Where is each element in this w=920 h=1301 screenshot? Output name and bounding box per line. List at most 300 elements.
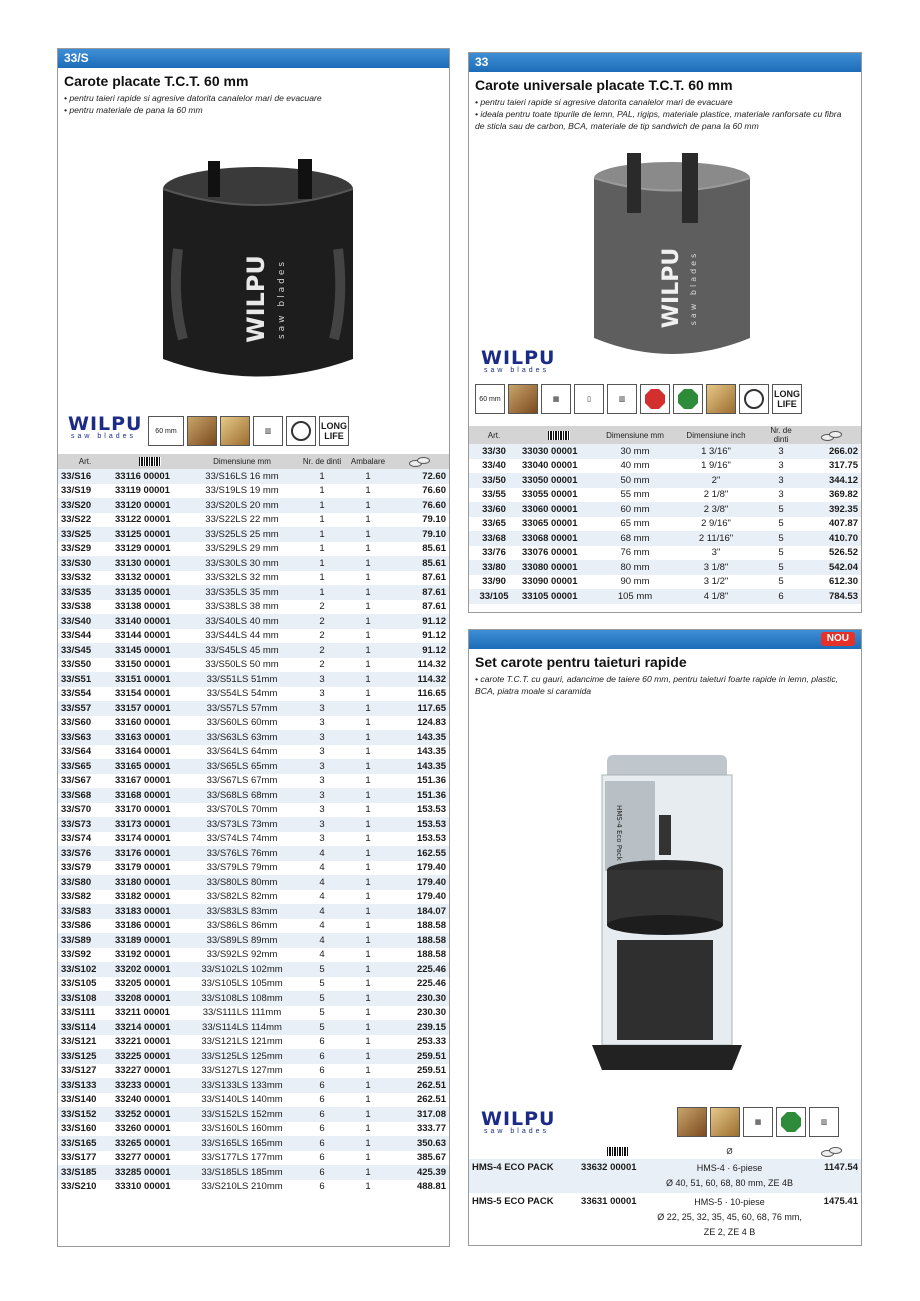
table-cell: 1: [365, 601, 371, 613]
table-cell: 3 1/8": [671, 560, 761, 575]
table-cell: 317.08: [388, 1107, 449, 1122]
table-cell: 33140 00001: [112, 614, 188, 629]
wood-icon: [677, 1107, 707, 1137]
table-cell: 114.32: [388, 672, 449, 687]
table-row: [58, 890, 449, 905]
table-cell: 333.77: [416, 1123, 446, 1135]
table-cell: 91.12: [388, 614, 449, 629]
table-cell: 1: [348, 846, 388, 861]
table-cell: 1: [348, 469, 388, 484]
table-cell: 6: [296, 1078, 348, 1093]
table-cell: 33030 00001: [519, 444, 599, 459]
table-cell: 1: [348, 701, 388, 716]
table-cell: 33285 00001: [112, 1165, 188, 1180]
table-header: [469, 1144, 861, 1159]
table-row: [469, 1159, 861, 1193]
table-cell: 2: [319, 659, 325, 671]
table-cell: 33119 00001: [115, 485, 170, 497]
table-cell: 33/S70: [61, 804, 92, 816]
table-cell: 239.15: [388, 1020, 449, 1035]
table-cell: 1: [296, 527, 348, 542]
table-cell: 392.35: [801, 502, 861, 517]
table-cell: 33/S54LS 54mm: [206, 688, 278, 700]
table-cell: 1: [365, 949, 371, 961]
table-cell: 33/S57LS 57mm: [188, 701, 296, 716]
table-cell: 1: [348, 904, 388, 919]
table-cell: 3: [778, 460, 784, 472]
table-cell: 33150 00001: [115, 659, 171, 671]
table-cell: 1: [348, 1165, 388, 1180]
table-cell: 3: [319, 775, 325, 787]
table-cell: 3: [319, 688, 325, 700]
table-row: [58, 600, 449, 615]
table-header: [58, 454, 449, 469]
table-cell: 33/S102: [58, 962, 112, 977]
table-cell: 33/S67LS 67mm: [206, 775, 278, 787]
table-row: [58, 774, 449, 789]
table-row: [58, 861, 449, 876]
table-cell: 33310 00001: [115, 1181, 171, 1193]
table-cell: 33/S111LS 111mm: [202, 1007, 282, 1019]
table-cell: 425.39: [388, 1165, 449, 1180]
wood-icon: [187, 416, 217, 446]
table-cell: 1: [365, 1036, 371, 1048]
table-cell: 33/S108: [58, 991, 112, 1006]
table-cell: 33180 00001: [112, 875, 188, 890]
pack-price: 1147.54: [802, 1159, 861, 1193]
table-cell: 33/S177LS 177mm: [201, 1152, 283, 1164]
table-cell: 369.82: [828, 489, 858, 501]
table-cell: 1: [365, 485, 371, 497]
table-cell: 1 3/16": [671, 444, 761, 459]
table-cell: 1: [348, 1049, 388, 1064]
table-cell: 33/S160: [61, 1123, 97, 1135]
table-cell: 33/S60LS 60mm: [206, 717, 278, 729]
table-cell: 3: [296, 730, 348, 745]
table-cell: 33/S54: [61, 688, 92, 700]
table-cell: 33/S19: [61, 485, 92, 497]
col-dim: Dimensiune mm: [188, 454, 296, 469]
long-life-icon: LONG LIFE: [319, 416, 349, 446]
table-cell: 33105 00001: [519, 589, 599, 604]
table-cell: 1: [365, 775, 371, 787]
table-cell: 33151 00001: [112, 672, 188, 687]
barcode-icon: [112, 454, 188, 469]
table-row: [58, 919, 449, 934]
table-cell: 33/S92: [61, 949, 92, 961]
composite-icon: [673, 384, 703, 414]
speed-icon: [286, 416, 316, 446]
table-cell: 33/S65: [58, 759, 112, 774]
table-cell: 33/S74: [61, 833, 92, 845]
table-cell: 33/76: [482, 547, 506, 559]
table-cell: 1 9/16": [701, 460, 731, 472]
table-cell: 33/S57: [58, 701, 112, 716]
table-cell: 1: [365, 804, 371, 816]
table-cell: 33/S51LS 51mm: [188, 672, 296, 687]
pack-name: HMS-5 ECO PACK: [472, 1196, 554, 1207]
table-cell: 6: [296, 1107, 348, 1122]
table-row: [469, 459, 861, 474]
table-cell: 33/S82LS 82mm: [206, 891, 278, 903]
table-cell: 33/68: [469, 531, 519, 546]
table-cell: 33/S25: [58, 527, 112, 542]
table-cell: 1: [365, 1007, 371, 1019]
table-cell: 33265 00001: [112, 1136, 188, 1151]
table-cell: 33233 00001: [112, 1078, 188, 1093]
table-cell: 1: [348, 875, 388, 890]
table-cell: 91.12: [388, 643, 449, 658]
pack-name: HMS-4 ECO PACK: [469, 1159, 578, 1193]
table-cell: 33/S38LS 38 mm: [205, 601, 279, 613]
pack-desc: HMS-5 · 10-piese Ø 22, 25, 32, 35, 45, 60, 68, 76 mm, ZE 2, ZE 4 B: [657, 1197, 802, 1237]
table-cell: 3: [296, 817, 348, 832]
col-teeth: Nr. de dinti: [761, 426, 801, 444]
table-cell: 33120 00001: [112, 498, 188, 513]
table-cell: 1: [319, 514, 325, 526]
table-cell: 33182 00001: [115, 891, 171, 903]
table-cell: 4: [319, 862, 325, 874]
door-icon: ▯: [574, 384, 604, 414]
table-cell: 33277 00001: [115, 1152, 171, 1164]
table-cell: 33/S20: [58, 498, 112, 513]
right-bottom-table: [469, 1144, 861, 1242]
table-row: [469, 1193, 861, 1242]
table-row: [469, 575, 861, 590]
table-cell: 5: [778, 547, 784, 559]
table-cell: 1: [348, 817, 388, 832]
table-cell: 33/S44: [61, 630, 92, 642]
bullet: • ideala pentru toate tipurile de lemn, PAL, rigips, materiale plastice, materiale ranforsate cu fibra de sticla sau de carbon, BCA, materiale de tip sandwich de pana la 60 mm: [475, 109, 842, 131]
bullet: • pentru materiale de pana la 60 mm: [64, 105, 203, 115]
table-row: [469, 488, 861, 503]
table-cell: 3: [319, 717, 325, 729]
table-cell: 33179 00001: [115, 862, 171, 874]
table-cell: 33/S35: [58, 585, 112, 600]
table-row: [58, 788, 449, 803]
table-row: [58, 1035, 449, 1050]
table-cell: 33183 00001: [112, 904, 188, 919]
table-cell: 6: [319, 1181, 325, 1193]
product-logo: WILPU: [659, 247, 684, 329]
table-cell: 5: [761, 531, 801, 546]
table-cell: 1: [365, 746, 371, 758]
table-cell: 3: [761, 444, 801, 459]
table-cell: 3: [319, 804, 325, 816]
table-row: [58, 1165, 449, 1180]
table-cell: 33/S140: [61, 1094, 97, 1106]
table-cell: 1: [348, 585, 388, 600]
plastic-pvc-icon: [640, 384, 670, 414]
table-cell: 33/S185: [58, 1165, 112, 1180]
table-cell: 407.87: [828, 518, 858, 530]
table-cell: 33/S92LS 92mm: [206, 949, 278, 961]
table-cell: 1: [348, 759, 388, 774]
table-cell: 33/S32LS 32 mm: [205, 572, 279, 584]
table-cell: 87.61: [422, 601, 446, 613]
table-cell: 33/S133LS 133mm: [188, 1078, 296, 1093]
table-cell: 1: [348, 962, 388, 977]
table-cell: 262.51: [416, 1094, 446, 1106]
table-cell: 33/S185LS 185mm: [188, 1165, 296, 1180]
table-cell: 5: [778, 518, 784, 530]
table-cell: 4: [319, 891, 325, 903]
table-cell: 1: [365, 891, 371, 903]
table-cell: 33240 00001: [115, 1094, 171, 1106]
table-cell: 6: [296, 1165, 348, 1180]
table-cell: 1: [319, 572, 325, 584]
table-cell: 3: [296, 672, 348, 687]
table-cell: 33/S74LS 74mm: [206, 833, 278, 845]
table-row: [58, 832, 449, 847]
table-cell: 542.04: [801, 560, 861, 575]
table-cell: 259.51: [416, 1065, 446, 1077]
table-row: [469, 473, 861, 488]
table-cell: 3: [296, 759, 348, 774]
table-row: [58, 498, 449, 513]
table-cell: 33/S19LS 19 mm: [205, 485, 279, 497]
table-cell: 1: [365, 1065, 371, 1077]
table-cell: 1: [365, 1123, 371, 1135]
table-cell: 40 mm: [620, 460, 650, 472]
table-cell: 33/S38: [61, 601, 92, 613]
table-cell: 344.12: [801, 473, 861, 488]
drywall-icon: ▥: [253, 416, 283, 446]
table-cell: 5: [761, 502, 801, 517]
table-cell: 33/S16LS 16 mm: [188, 469, 296, 484]
table-cell: 4: [319, 949, 325, 961]
table-cell: 33/S64: [61, 746, 92, 758]
table-cell: 526.52: [828, 547, 858, 559]
table-row: [58, 1078, 449, 1093]
table-row: [58, 556, 449, 571]
table-cell: 33/S102LS 102mm: [188, 962, 296, 977]
table-cell: 60 mm: [599, 502, 671, 517]
table-cell: 87.61: [422, 572, 446, 584]
table-cell: 1: [348, 1078, 388, 1093]
table-cell: 33176 00001: [112, 846, 188, 861]
table-cell: 33/S86LS 86mm: [206, 920, 278, 932]
table-cell: 33192 00001: [115, 949, 171, 961]
table-cell: 33/S210LS 210mm: [201, 1181, 283, 1193]
table-cell: 33116 00001: [112, 469, 188, 484]
table-cell: 1: [296, 469, 348, 484]
profile-icon: ▥: [809, 1107, 839, 1137]
col-dim-inch: Dimensiune inch: [671, 426, 761, 444]
table-cell: 1: [365, 1094, 371, 1106]
table-cell: 33173 00001: [112, 817, 188, 832]
table-cell: 1: [365, 514, 371, 526]
table-cell: 1: [348, 1107, 388, 1122]
table-cell: 76.60: [388, 498, 449, 513]
table-cell: 317.75: [828, 460, 858, 472]
table-cell: 33/S50LS 50 mm: [205, 659, 279, 671]
table-row: [58, 846, 449, 861]
table-cell: 2": [671, 473, 761, 488]
table-cell: 33/S29LS 29 mm: [205, 543, 279, 555]
product-logo: WILPU: [242, 255, 270, 343]
table-cell: 1: [365, 833, 371, 845]
table-cell: 3: [319, 746, 325, 758]
feature-icons: [475, 384, 802, 414]
table-cell: 33/S68LS 68mm: [188, 788, 296, 803]
table-cell: 2: [319, 601, 325, 613]
table-cell: 33/S79LS 79mm: [206, 862, 278, 874]
col-dim-mm: Dimensiune mm: [599, 426, 671, 444]
table-cell: 1: [348, 498, 388, 513]
table-cell: 1: [348, 614, 388, 629]
table-cell: 33/S89LS 89mm: [188, 933, 296, 948]
table-cell: 33/S114LS 114mm: [188, 1020, 296, 1035]
table-cell: 33/55: [482, 489, 506, 501]
coins-icon: [801, 426, 861, 444]
table-cell: 1: [348, 1136, 388, 1151]
brand-logo: WILPU saw blades: [481, 1108, 556, 1135]
table-cell: 2: [296, 614, 348, 629]
table-cell: 33080 00001: [519, 560, 599, 575]
table-cell: 151.36: [416, 775, 446, 787]
col-diameter: Ø: [657, 1144, 802, 1159]
table-cell: 33/S68: [58, 788, 112, 803]
table-cell: 76.60: [422, 485, 446, 497]
table-row: [58, 745, 449, 760]
table-row: [58, 1006, 449, 1021]
table-cell: 1: [296, 556, 348, 571]
table-cell: 33186 00001: [115, 920, 171, 932]
table-cell: 33/S79: [61, 862, 92, 874]
table-cell: 262.51: [388, 1078, 449, 1093]
table-cell: 5: [296, 1020, 348, 1035]
table-cell: 33/S125: [58, 1049, 112, 1064]
table-cell: 33189 00001: [112, 933, 188, 948]
table-cell: 1: [365, 862, 371, 874]
table-row: [58, 1180, 449, 1195]
table-cell: 33/S105LS 105mm: [201, 978, 283, 990]
table-cell: 1: [365, 1181, 371, 1193]
table-cell: 76 mm: [620, 547, 650, 559]
table-cell: 33/S86: [61, 920, 92, 932]
table-cell: 33160 00001: [115, 717, 171, 729]
table-cell: 85.61: [422, 543, 446, 555]
table-cell: 33138 00001: [115, 601, 171, 613]
table-cell: 151.36: [388, 788, 449, 803]
table-cell: 33/S45LS 45 mm: [188, 643, 296, 658]
table-cell: 5: [296, 991, 348, 1006]
table-cell: 33/S64LS 64mm: [206, 746, 278, 758]
table-cell: 33/S20LS 20 mm: [188, 498, 296, 513]
brand-logo: WILPU saw blades: [481, 347, 556, 374]
table-row: [58, 1136, 449, 1151]
table-cell: 33/S121LS 121mm: [201, 1036, 283, 1048]
table-cell: 33055 00001: [522, 489, 578, 501]
drywall-icon: ▦: [743, 1107, 773, 1137]
table-row: [469, 589, 861, 604]
table-cell: 33174 00001: [115, 833, 171, 845]
table-cell: 33/60: [469, 502, 519, 517]
table-row: [469, 502, 861, 517]
section-title: Carote universale placate T.C.T. 60 mm: [475, 77, 733, 93]
table-cell: 33135 00001: [112, 585, 188, 600]
table-cell: 33/80: [469, 560, 519, 575]
table-cell: 90 mm: [620, 576, 650, 588]
table-row: [469, 546, 861, 561]
table-cell: 33165 00001: [112, 759, 188, 774]
table-row: [58, 1093, 449, 1108]
table-cell: 79.10: [422, 514, 446, 526]
new-badge: NOU: [821, 632, 855, 646]
table-cell: 87.61: [388, 585, 449, 600]
pack-code: 33632 00001: [578, 1159, 657, 1193]
table-cell: 1: [319, 485, 325, 497]
depth-icon: 60 mm: [475, 384, 505, 414]
table-cell: 5: [761, 560, 801, 575]
table-cell: 6: [296, 1049, 348, 1064]
col-teeth: Nr. de dinti: [296, 454, 348, 469]
table-cell: 85.61: [388, 556, 449, 571]
table-row: [58, 687, 449, 702]
table-cell: 117.65: [388, 701, 449, 716]
table-cell: 33060 00001: [519, 502, 599, 517]
table-cell: 5: [319, 978, 325, 990]
table-row: [58, 1064, 449, 1079]
table-row: [58, 643, 449, 658]
table-cell: 33/S51: [58, 672, 112, 687]
table-row: [469, 444, 861, 459]
table-cell: 3: [296, 788, 348, 803]
table-cell: 3": [711, 547, 721, 559]
table-cell: 6: [319, 1065, 325, 1077]
drywall-icon: ▦: [541, 384, 571, 414]
table-cell: 1: [348, 1020, 388, 1035]
table-row: [58, 904, 449, 919]
table-cell: 65 mm: [620, 518, 650, 530]
eco-pack-image: [587, 745, 747, 1075]
table-cell: 79.10: [388, 527, 449, 542]
panel-icon: [710, 1107, 740, 1137]
wood-icon: [508, 384, 538, 414]
table-cell: 2 1/8": [703, 489, 729, 501]
barcode-icon: [519, 426, 599, 444]
speed-icon: [739, 384, 769, 414]
table-row: [58, 730, 449, 745]
pack-label: HMS-4 Eco Pack: [615, 805, 623, 861]
table-row: [58, 1020, 449, 1035]
table-cell: 3 1/2": [703, 576, 729, 588]
table-cell: 33/S83LS 83mm: [188, 904, 296, 919]
right-top-panel: [468, 52, 862, 613]
table-cell: 1: [365, 543, 371, 555]
table-cell: 91.12: [422, 630, 446, 642]
table-cell: 1: [348, 527, 388, 542]
table-row: [469, 531, 861, 546]
table-cell: 33/S63: [58, 730, 112, 745]
table-cell: 33129 00001: [115, 543, 171, 555]
table-cell: 5: [319, 1007, 325, 1019]
table-cell: 33/S70LS 70mm: [206, 804, 278, 816]
section-title: Carote placate T.C.T. 60 mm: [64, 73, 249, 89]
table-cell: 33/S45: [58, 643, 112, 658]
table-cell: 4: [296, 933, 348, 948]
left-panel: [57, 48, 450, 1247]
table-cell: 6: [319, 1123, 325, 1135]
table-cell: 188.58: [416, 920, 446, 932]
table-cell: 33065 00001: [522, 518, 578, 530]
table-cell: 6: [296, 1136, 348, 1151]
table-cell: 3: [319, 833, 325, 845]
table-cell: 1: [348, 788, 388, 803]
table-cell: 33/S133: [58, 1078, 112, 1093]
table-cell: 33144 00001: [115, 630, 171, 642]
